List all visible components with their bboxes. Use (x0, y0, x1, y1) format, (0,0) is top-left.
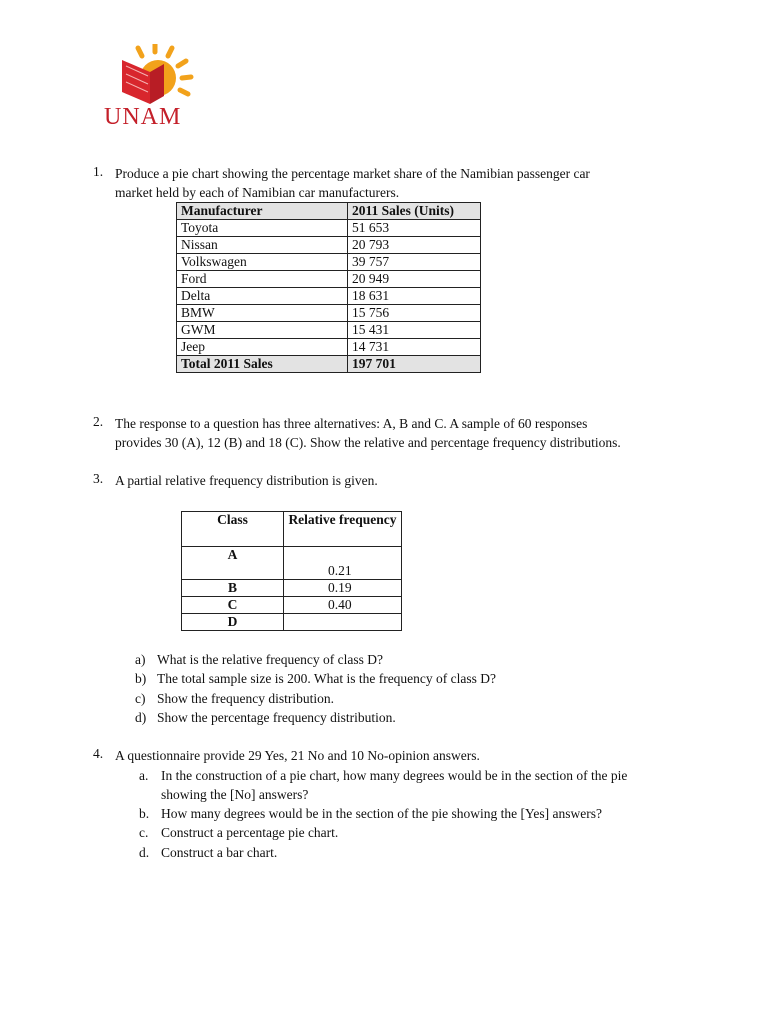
q3a-text: What is the relative frequency of class D? (157, 652, 384, 667)
cell-manufacturer: Volkswagen (177, 254, 348, 271)
cell-frequency: 0.19 (284, 580, 402, 597)
cell-manufacturer: Toyota (177, 220, 348, 237)
cell-frequency: 0.40 (284, 597, 402, 614)
q4a-label: a. (139, 768, 149, 783)
cell-manufacturer: Nissan (177, 237, 348, 254)
table-row (182, 547, 402, 580)
q3b-label: b) (135, 671, 147, 686)
table-row (177, 288, 481, 305)
cell-sales: 15 431 (348, 322, 481, 339)
cell-sales: 51 653 (348, 220, 481, 237)
q3d-label: d) (135, 710, 147, 725)
cell-class: D (182, 614, 284, 631)
q3d-text: Show the percentage frequency distribution. (157, 710, 396, 725)
cell-frequency (284, 614, 402, 631)
q4a-line1: In the construction of a pie chart, how many degrees would be in the section of the pie (161, 768, 628, 783)
cell-manufacturer: BMW (177, 305, 348, 322)
q1-line1: Produce a pie chart showing the percentage market share of the Namibian passenger car (115, 166, 590, 181)
q4-number: 4. (93, 746, 104, 761)
total-value: 197 701 (348, 356, 481, 373)
q2-line1: The response to a question has three alternatives: A, B and C. A sample of 60 responses (115, 416, 588, 431)
q3a-label: a) (135, 652, 146, 667)
table-total-row (177, 356, 481, 373)
q3c-text: Show the frequency distribution. (157, 691, 334, 706)
header-sales: 2011 Sales (Units) (348, 203, 481, 220)
cell-class: A (182, 547, 284, 580)
sales-table (176, 202, 481, 373)
table-row (177, 305, 481, 322)
q4-text: A questionnaire provide 29 Yes, 21 No and 10 No-opinion answers. (115, 748, 480, 763)
cell-sales: 14 731 (348, 339, 481, 356)
cell-frequency: 0.21 (284, 547, 402, 580)
q3-number: 3. (93, 471, 104, 486)
table-row (177, 220, 481, 237)
q3-text: A partial relative frequency distribution is given. (115, 473, 378, 488)
header-class: Class (182, 512, 284, 547)
cell-manufacturer: Delta (177, 288, 348, 305)
cell-manufacturer: Jeep (177, 339, 348, 356)
table-row (177, 339, 481, 356)
cell-sales: 18 631 (348, 288, 481, 305)
table-row (182, 597, 402, 614)
table-row (182, 580, 402, 597)
table-row (177, 271, 481, 288)
q4d-line1: Construct a bar chart. (161, 845, 278, 860)
total-label: Total 2011 Sales (177, 356, 348, 373)
relative-frequency-table (181, 511, 402, 631)
cell-manufacturer: GWM (177, 322, 348, 339)
table-row (177, 254, 481, 271)
cell-sales: 39 757 (348, 254, 481, 271)
q4b-line1: How many degrees would be in the section of the pie showing the [Yes] answers? (161, 806, 603, 821)
cell-sales: 20 793 (348, 237, 481, 254)
q2-line2: provides 30 (A), 12 (B) and 18 (C). Show the relative and percentage frequency distributions. (115, 435, 621, 450)
cell-class: B (182, 580, 284, 597)
table-header-row (177, 203, 481, 220)
unam-logo-text: UNAM (104, 104, 182, 130)
q4a-line2: showing the [No] answers? (161, 787, 309, 802)
cell-sales: 15 756 (348, 305, 481, 322)
table-row (177, 237, 481, 254)
cell-manufacturer: Ford (177, 271, 348, 288)
q1-line2: market held by each of Namibian car manufacturers. (115, 185, 400, 200)
q3b-text: The total sample size is 200. What is the frequency of class D? (157, 671, 497, 686)
table-header-row (182, 512, 402, 547)
q2-number: 2. (93, 414, 104, 429)
cell-sales: 20 949 (348, 271, 481, 288)
q4b-label: b. (139, 806, 150, 821)
table-row (182, 614, 402, 631)
table-row (177, 322, 481, 339)
q3c-label: c) (135, 691, 146, 706)
q4c-label: c. (139, 825, 149, 840)
header-manufacturer: Manufacturer (177, 203, 348, 220)
q4c-line1: Construct a percentage pie chart. (161, 825, 339, 840)
header-relative-frequency: Relative frequency (284, 512, 402, 547)
cell-class: C (182, 597, 284, 614)
q1-number: 1. (93, 164, 104, 179)
q4d-label: d. (139, 845, 150, 860)
